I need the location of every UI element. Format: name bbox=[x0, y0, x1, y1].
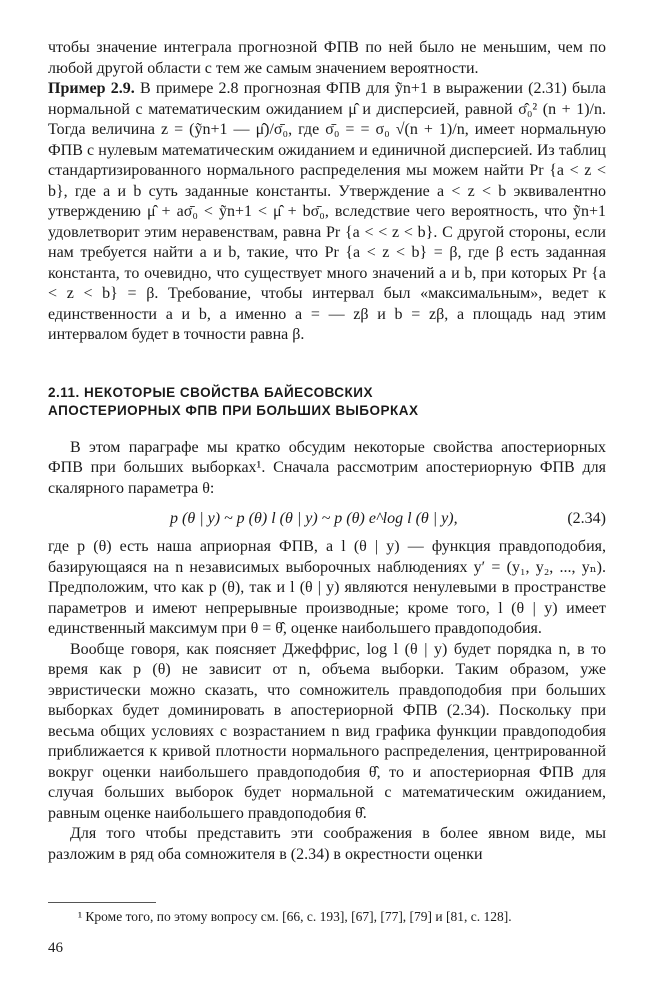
section-heading-line2: АПОСТЕРИОРНЫХ ФПВ ПРИ БОЛЬШИХ ВЫБОРКАХ bbox=[48, 402, 419, 418]
intro-paragraph: В этом параграфе мы кратко обсудим некоторые свойства апостериорных ФПВ при больших выборках¹. Сначала рассмотрим апостериорную ФПВ для скалярного параметра θ: bbox=[48, 438, 606, 497]
footnote: ¹ Кроме того, по этому вопросу см. [66, с. 193], [67], [77], [79] и [81, с. 128]. bbox=[78, 909, 512, 924]
jeffreys-paragraph: Вообще говоря, как поясняет Джеффрис, log l (θ | y) будет порядка n, в то время как p (θ) не зависит от n, объема выборки. Таким образом, уже эвристически можно сказать, что сомножитель правдоподобия при больших выборках будет доминировать в апостериорной ФПВ (2.34). Поскольку при весьма общих условиях с возрастанием n вид графика функции правдоподобия приближается к кривой плотности нормального распределения, центрированной вокруг оценки наибольшего правдоподобия θ̂, то и апостериорная ФПВ для случая больших выборок будет нормальной с математическим ожиданием, равным оценке наибольшего правдоподобия θ̂. bbox=[48, 640, 606, 822]
example-paragraph bbox=[48, 79, 606, 346]
page-number: 46 bbox=[48, 940, 63, 956]
footnote-divider bbox=[48, 902, 156, 903]
equation-2-34 bbox=[48, 507, 606, 531]
section-heading-line1: 2.11. НЕКОТОРЫЕ СВОЙСТВА БАЙЕСОВСКИХ bbox=[48, 384, 374, 400]
equation-number: (2.34) bbox=[567, 510, 606, 527]
section-heading bbox=[48, 384, 606, 420]
example-label: Пример 2.9. bbox=[48, 80, 135, 97]
paragraph-continuation: чтобы значение интеграла прогнозной ФПВ по ней было не меньшим, чем по любой другой области с тем же самым значением вероятности. bbox=[48, 39, 606, 77]
equation-formula: p (θ | y) ~ p (θ) l (θ | y) ~ p (θ) e^log l (θ | y), bbox=[170, 510, 458, 527]
likelihood-paragraph: где p (θ) есть наша априорная ФПВ, а l (θ | y) — функция правдоподобия, базирующаяся на n независимых выборочных наблюдениях y′ = (y₁, y₂, ..., yₙ). Предположим, что как p (θ), так и l (θ | y) являются ненулевыми в пространстве параметров и имеют непрерывные производные; кроме того, l (θ | y) имеет единственный максимум при θ = θ̂, оценке наибольшего правдоподобия. bbox=[48, 538, 606, 637]
book-page bbox=[48, 38, 606, 865]
expansion-paragraph: Для того чтобы представить эти соображения в более явном виде, мы разложим в ряд оба сомножителя в (2.34) в окрестности оценки bbox=[48, 825, 606, 863]
example-text: В примере 2.8 прогнозная ФПВ для ỹn+1 в выражении (2.31) была нормальной с математическим ожиданием μ̂ и дисперсией, равной σ̂₀² (n + 1)/n. Тогда величина z = (ỹn+1 — μ̂)/σ̄₀, где σ̄₀ = = σ₀ √(n + 1)/n, имеет нормальную ФПВ с нулевым математическим ожиданием и единичной дисперсией. Из таблиц стандартизированного нормального распределения мы можем найти Pr {a < z < b}, где a и b суть заданные константы. Утверждение a < z < b эквивалентно утверждению μ̂ + aσ̄₀ < ỹn+1 < μ̂ + bσ̄₀, вследствие чего вероятность, что ỹn+1 удовлетворит этим неравенствам, равна Pr {a < < z < b}. С другой стороны, если нам требуется найти a и b, такие, что Pr {a < z < b} = β, где β есть заданная константа, то очевидно, что существует много значений a и b, при которых Pr {a < z < b} = β. Требование, чтобы интервал был «максимальным», ведет к единственности a и b, а именно a = — zβ и b = zβ, а площадь над этим интервалом будет в точности равна β. bbox=[48, 80, 607, 343]
